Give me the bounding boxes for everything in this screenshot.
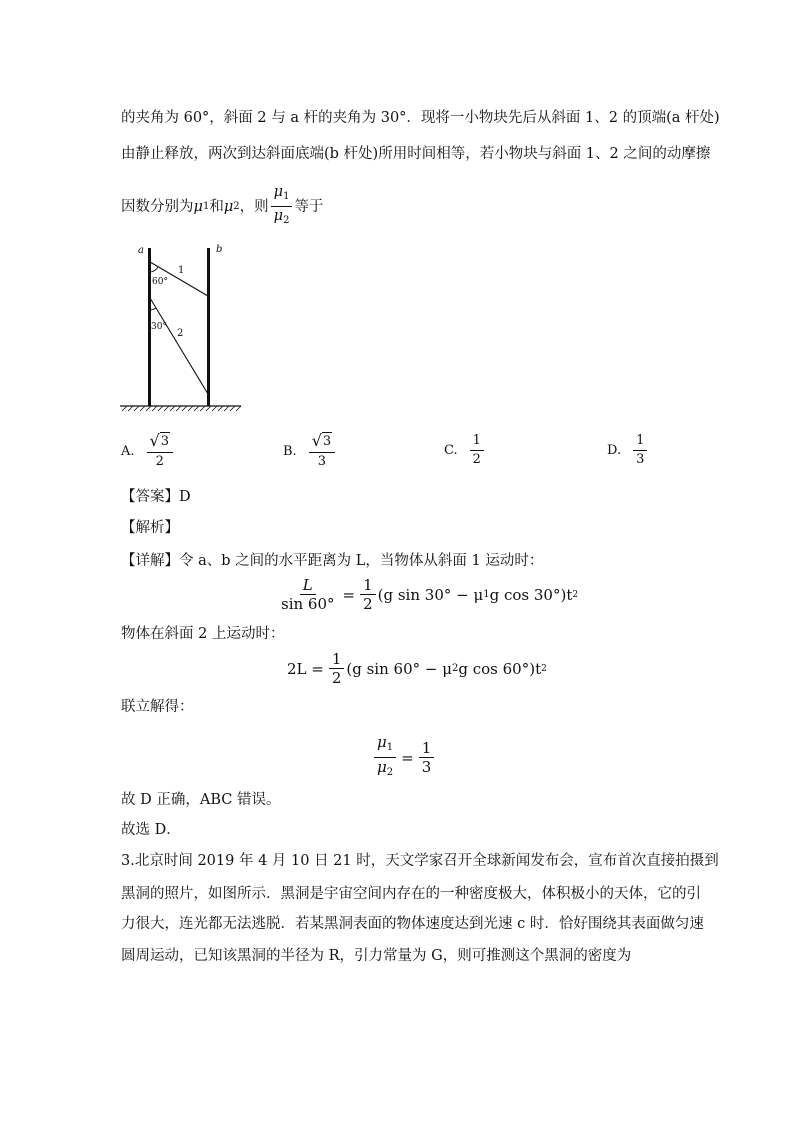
mu-ratio-fraction xyxy=(271,183,293,230)
eq2-half-num: 1 xyxy=(329,650,345,669)
mu2-sub: 2 xyxy=(233,200,240,212)
result-equation xyxy=(372,733,436,782)
angle-arc-60 xyxy=(150,267,158,272)
ratio-num: μ xyxy=(273,184,284,200)
eq1-rhs2: g cos 30°)t xyxy=(489,585,573,604)
then-word: ，则 xyxy=(239,198,269,215)
option-a-fraction: √ 3 2 xyxy=(147,432,173,471)
incline-diagram xyxy=(118,240,243,412)
res-rnum: 1 xyxy=(419,739,435,758)
question3-line2: 黑洞的照片，如图所示．黑洞是宇宙空间内存在的一种密度极大，体积极小的天体，它的引 xyxy=(121,886,701,902)
ratio-den: μ xyxy=(273,208,284,224)
ratio-num-sub: 1 xyxy=(283,191,290,202)
ratio-den-sub: 2 xyxy=(283,215,290,226)
mu1-symbol: μ xyxy=(193,198,203,215)
eq1-equal: = xyxy=(342,585,356,604)
answer-line xyxy=(121,487,191,507)
option-c-num: 1 xyxy=(470,432,484,451)
analysis-tag: 【解析】 xyxy=(121,520,179,536)
option-d-den: 3 xyxy=(636,452,645,467)
res-num: μ xyxy=(377,733,387,751)
option-c[interactable] xyxy=(444,432,486,469)
rod-b xyxy=(207,248,210,406)
res-num-sub: 1 xyxy=(386,742,394,753)
equation-2 xyxy=(287,650,547,687)
eq1-half-num: 1 xyxy=(360,576,376,595)
detail-line xyxy=(121,551,543,571)
eq1-den: sin 60° xyxy=(281,595,335,613)
question2-line3 xyxy=(121,183,323,230)
eq1-half-den: 2 xyxy=(363,595,373,613)
label-1: 1 xyxy=(178,265,185,276)
eq2-intro: 物体在斜面 2 上运动时： xyxy=(121,626,285,642)
mu1-sub: 1 xyxy=(202,200,210,212)
option-b-den: 3 xyxy=(317,454,327,469)
eq2-sub: 2 xyxy=(451,663,459,674)
option-b-label: B. xyxy=(283,444,297,459)
label-2: 2 xyxy=(177,328,184,339)
answer-tag: 【答案】 xyxy=(121,489,179,505)
option-c-den: 2 xyxy=(472,452,481,467)
option-c-fraction xyxy=(470,432,484,469)
option-a-radicand: 3 xyxy=(160,434,170,449)
line3-suffix: 等于 xyxy=(294,198,324,215)
option-d[interactable] xyxy=(607,432,649,469)
label-60deg: 60° xyxy=(152,277,168,287)
label-30deg: 30° xyxy=(151,322,167,332)
conclusion-line: 故 D 正确，ABC 错误。 xyxy=(121,792,281,808)
incline-2 xyxy=(150,298,208,394)
detail-text: 令 a、b 之间的水平距离为 L，当物体从斜面 1 运动时： xyxy=(179,553,544,569)
option-b-radicand: 3 xyxy=(322,434,332,449)
eq2-lhs: 2L = xyxy=(287,659,324,678)
option-d-label: D. xyxy=(607,443,622,458)
question3-line1: 3.北京时间 2019 年 4 月 10 日 21 时，天文学家召开全球新闻发布会，宣布首次直接拍摄到 xyxy=(121,853,719,869)
ground-hatching xyxy=(122,406,241,411)
mu2-symbol: μ xyxy=(223,198,234,215)
solve-line: 联立解得： xyxy=(121,699,194,715)
question3-line4: 圆周运动，已知该黑洞的半径为 R，引力常量为 G，则可推测这个黑洞的密度为 xyxy=(121,948,632,964)
option-a[interactable] xyxy=(121,432,175,471)
choose-line: 故选 D． xyxy=(121,822,181,838)
question2-line1: 的夹角为 60°，斜面 2 与 a 杆的夹角为 30°．现将一小物块先后从斜面 1、2 的顶端(a 杆处) xyxy=(121,110,720,126)
line3-prefix: 因数分别为 xyxy=(121,198,194,215)
answer-value: D xyxy=(179,489,191,505)
eq1-num: L xyxy=(300,576,316,595)
res-den: μ xyxy=(377,758,387,776)
option-c-label: C. xyxy=(444,443,458,458)
option-b[interactable] xyxy=(283,432,337,471)
eq1-sub: 1 xyxy=(483,589,490,600)
res-den-sub: 2 xyxy=(386,767,394,778)
question3-line3: 力很大，连光都无法逃脱．若某黑洞表面的物体速度达到光速 c 时．恰好围绕其表面做匀速 xyxy=(121,916,704,932)
eq2-sq: 2 xyxy=(541,663,547,674)
label-b: b xyxy=(216,244,223,255)
label-a: a xyxy=(138,245,144,256)
eq2-rhs2: g cos 60°)t xyxy=(458,659,542,678)
eq2-half-den: 2 xyxy=(331,669,342,687)
equation-1 xyxy=(276,576,578,613)
res-equal: = xyxy=(401,748,414,767)
eq2-rhs: (g sin 60° − μ xyxy=(346,659,452,678)
option-a-label: A. xyxy=(121,444,135,459)
question2-line2: 由静止释放，两次到达斜面底端(b 杆处)所用时间相等，若小物块与斜面 1、2 之间的动摩擦 xyxy=(121,146,711,162)
detail-tag: 【详解】 xyxy=(121,553,179,569)
eq1-rhs: (g sin 30° − μ xyxy=(377,585,484,604)
eq1-sq: 2 xyxy=(572,589,579,600)
res-rden: 3 xyxy=(421,758,432,776)
and-word: 和 xyxy=(209,198,224,215)
option-d-num: 1 xyxy=(633,432,647,451)
option-a-den: 2 xyxy=(155,454,164,469)
option-b-fraction: √ 3 3 xyxy=(309,432,335,471)
option-d-fraction xyxy=(633,432,647,469)
